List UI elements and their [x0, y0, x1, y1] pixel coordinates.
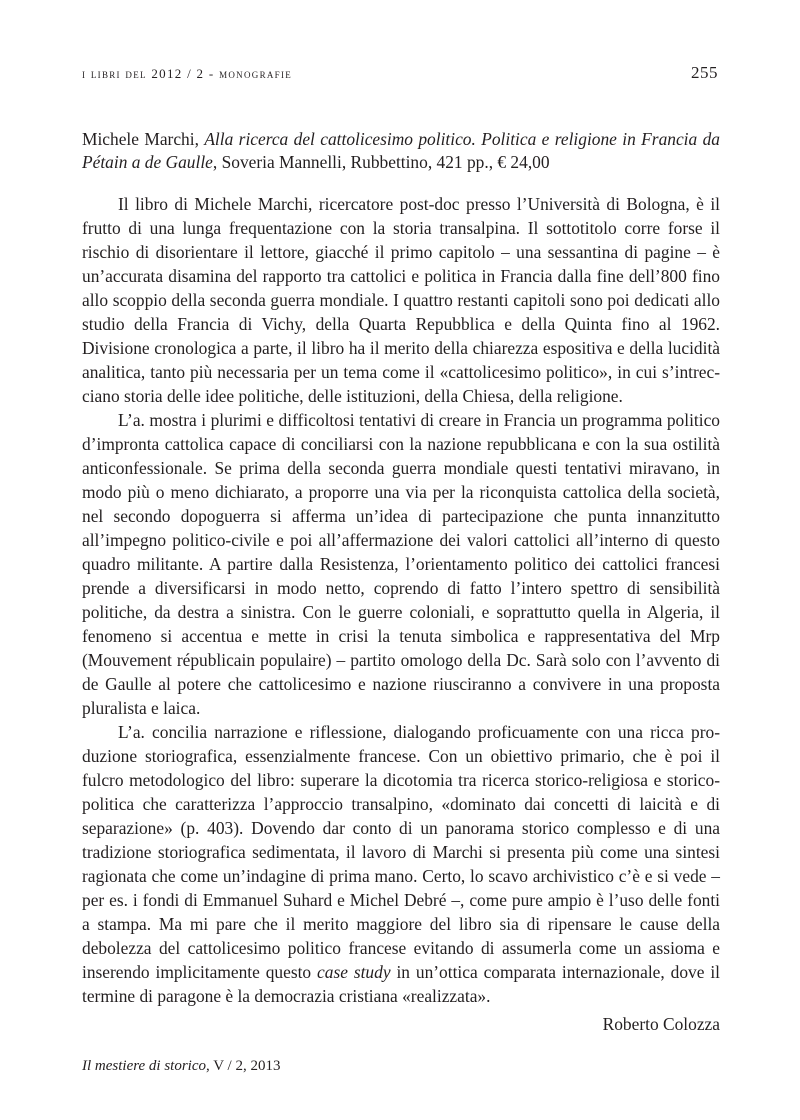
review-body [82, 192, 720, 1036]
paragraph-text: in un’ottica comparata internazionale, dove il termine di paragone è la democrazia cristiana «realizzata». [82, 962, 720, 1006]
citation-publication: , Soveria Mannelli, Rubbettino, 421 pp., € 24,00 [212, 152, 550, 172]
review-paragraph-3 [82, 720, 720, 1008]
journal-issue: , V / 2, 2013 [206, 1058, 281, 1074]
book-citation [82, 128, 720, 174]
journal-footer [82, 1058, 280, 1075]
paragraph-text: Il libro di Michele Marchi, ricercatore post-doc presso l’Università di Bologna, è il frutto di una lunga frequentazione con la storia transalpina. Il sottotitolo corre forse il rischio di disorientare il lettore, giacché il primo capitolo – una sessantina di pagine – è un’accurata disamina del rapporto tra cattolici e politica in Francia dalla fine dell’800 fino allo scoppio della seconda guerra mondiale. I quattro restanti capitoli sono poi dedicati allo studio della Francia di Vichy, della Quarta Repubblica e della Quinta fino al 1962. Divisione cronologica a parte, il libro ha il merito della chiarezza espositiva e della lucidità analitica, tanto più necessaria per un tema come il «cattolicesimo politico», in cui s’intrecciano storia delle idee politiche, delle istituzioni, della Chiesa, della religione. [82, 194, 720, 406]
review-paragraph-2 [82, 408, 720, 720]
italic-term: case study [317, 962, 391, 982]
paragraph-text: L’a. mostra i plurimi e difficoltosi tentativi di creare in Francia un programma politico d’impronta cattolica capace di conciliarsi con la nazione repubblicana e con la sua ostilità anticonfessionale. Se prima della seconda guerra mondiale questi tentativi miravano, in modo più o meno dichiarato, a proporre una via per la riconquista cattolica della società, nel secondo dopoguerra si afferma un’idea di partecipazione che punta innanzitutto all’impegno politico-civile e poi all’affermazione dei valori cattolici all’interno di questo quadro militante. A partire dalla Resistenza, l’orientamento politico dei cattolici francesi prende a diversificarsi in modo netto, coprendo di fatto l’intero spettro di sensibilità politiche, da destra a sinistra. Con le guerre coloniali, e soprattutto quella in Algeria, il fenomeno si accentua e mette in crisi la tenuta simbolica e rappresentativa del Mrp (Mouvement républicain populaire) – partito omologo della Dc. Sarà solo con l’avvento di de Gaulle al potere che cattolicesimo e nazione riusciranno a convivere in una proposta pluralista e laica. [82, 410, 720, 718]
reviewer-name: Roberto Colozza [602, 1014, 720, 1034]
journal-name: Il mestiere di storico [82, 1058, 207, 1074]
running-head: i libri del 2012 / 2 - monografie [82, 66, 293, 81]
page-number: 255 [691, 63, 718, 82]
citation-title: Alla ricerca del cattolicesimo politico. Politica e religione in Francia da Pétain a de Gaulle [82, 129, 720, 172]
paragraph-text: L’a. concilia narrazione e riflessione, dialogando proficuamente con una ricca produzione storiografica, essenzialmente francese. Con un obiettivo primario, che è poi il fulcro metodologico del libro: superare la dicotomia tra ricerca storico-religiosa e storico-politica che caratterizza l’approccio transalpino, «dominato dai concetti di laicità e di separazione» (p. 403). Dovendo dar conto di un panorama storico complesso e di una tradizione storiografica sedimentata, il lavoro di Marchi si presenta più come una sintesi ragionata che come un’indagine di prima mano. Certo, lo scavo archivistico c’è e si vede – per es. i fondi di Emmanuel Suhard e Michel Debré –, come pure ampio è l’uso delle fonti a stampa. Ma mi pare che il merito maggiore del libro sia di ripensare le cause della debolezza del cattolicesimo politico francese evitando di assumerla come un assioma e inserendo implicitamente questo [82, 722, 720, 982]
review-paragraph-1 [82, 192, 720, 408]
citation-author: Michele Marchi, [82, 129, 205, 149]
